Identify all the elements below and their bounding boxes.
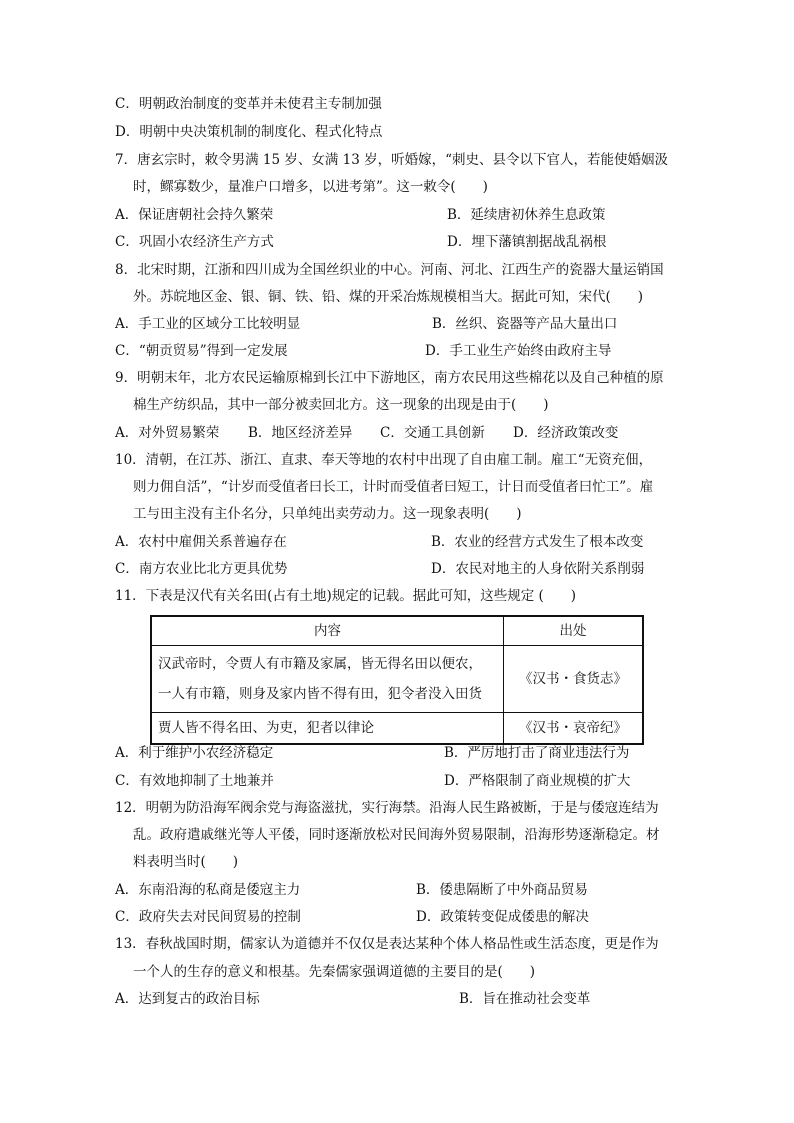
q10-option-b: B．农业的经营方式发生了根本改变 <box>431 534 644 550</box>
table-cell-source: 《汉书・哀帝纪》 <box>504 713 644 745</box>
table-row <box>151 713 643 745</box>
q12-stem-line3: 料表明当时( ) <box>133 854 239 870</box>
q7-option-d: D．埋下藩镇割据战乱祸根 <box>447 234 607 250</box>
q8-option-d: D．手工业生产始终由政府主导 <box>425 343 612 359</box>
q8-option-c: C．“朝贡贸易”得到一定发展 <box>115 343 288 359</box>
q7-stem-line2: 时，鳏寡数少，量准户口增多，以进考第”。这一敕令( ) <box>133 179 488 195</box>
q12-stem-line1: 12．明朝为防沿海军阀余党与海盗滋扰，实行海禁。沿海人民生路被断，于是与倭寇连结为 <box>115 800 659 816</box>
q11-option-a: A．利于维护小农经济稳定 <box>115 745 274 761</box>
q9-option-b: B．地区经济差异 <box>248 425 353 441</box>
q6-option-c: C．明朝政治制度的变革并未使君主专制加强 <box>115 96 382 112</box>
q8-stem-line1: 8．北宋时期，江浙和四川成为全国丝织业的中心。河南、河北、江西生产的瓷器大量运销国 <box>115 262 664 278</box>
q9-stem-line1: 9．明朝末年，北方农民运输原棉到长江中下游地区，南方农民用这些棉花以及自己种植的原 <box>115 370 664 386</box>
table-cell-content-line1: 汉武帝时，令贾人有市籍及家属，皆无得名田以便农， <box>158 656 482 672</box>
q7-stem-line1: 7．唐玄宗时，敕令男满 15 岁、女满 13 岁，听婚嫁，“刺史、县令以下官人，若能使婚姻汲 <box>115 152 669 168</box>
q10-option-d: D．农民对地主的人身依附关系削弱 <box>431 561 645 577</box>
q9-option-c: C．交通工具创新 <box>380 425 485 441</box>
table-cell-content-line2: 一人有市籍，则身及家内皆不得有田，犯令者没入田货 <box>158 686 482 702</box>
q7-option-b: B．延续唐初休养生息政策 <box>447 207 606 223</box>
q10-option-c: C．南方农业比北方更具优势 <box>115 561 288 577</box>
q10-stem-line1: 10．清朝，在江苏、浙江、直隶、奉天等地的农村中出现了自由雇工制。雇工“无资充佃， <box>115 452 653 468</box>
q9-option-a: A．对外贸易繁荣 <box>115 425 220 441</box>
q9-stem-line2: 棉生产纺织品，其中一部分被卖回北方。这一现象的出现是由于( ) <box>133 397 549 413</box>
q12-option-d: D．政策转变促成倭患的解决 <box>416 909 589 925</box>
q13-option-b: B．旨在推动社会变革 <box>459 991 591 1007</box>
q13-stem-line2: 一个人的生存的意义和根基。先秦儒家强调道德的主要目的是( ) <box>133 964 536 980</box>
q13-stem-line1: 13．春秋战国时期，儒家认为道德并不仅仅是表达某种个体人格品性或生活态度，更是作为 <box>115 936 659 952</box>
q9-option-d: D．经济政策改变 <box>513 425 619 441</box>
q12-option-c: C．政府失去对民间贸易的控制 <box>115 909 301 925</box>
table-cell-source: 《汉书・食货志》 <box>504 646 644 713</box>
q12-option-a: A．东南沿海的私商是倭寇主力 <box>115 882 301 898</box>
q10-stem-line2: 则力佣自活”，“计岁而受值者曰长工，计时而受值者曰短工，计日而受值者曰忙工”。雇 <box>133 479 654 495</box>
table-header-row <box>151 616 643 646</box>
q12-option-b: B．倭患隔断了中外商品贸易 <box>416 882 588 898</box>
q8-option-a: A．手工业的区域分工比较明显 <box>115 316 301 332</box>
q10-option-a: A．农村中雇佣关系普遍存在 <box>115 534 287 550</box>
q6-option-d: D．明朝中央决策机制的制度化、程式化特点 <box>115 124 383 140</box>
q12-stem-line2: 乱。政府遣戚继光等人平倭，同时逐渐放松对民间海外贸易限制，沿海形势逐渐稳定。材 <box>133 827 660 843</box>
q8-stem-line2: 外。苏皖地区金、银、铜、铁、铅、煤的开采冶炼规模相当大。据此可知，宋代( ) <box>133 289 644 305</box>
table-header-content: 内容 <box>151 616 504 646</box>
q11-table <box>150 615 644 745</box>
q11-option-b: B．严厉地打击了商业违法行为 <box>444 745 630 761</box>
q13-option-a: A．达到复古的政治目标 <box>115 991 260 1007</box>
q11-option-d: D．严格限制了商业规模的扩大 <box>444 773 631 789</box>
q8-option-b: B．丝织、瓷器等产品大量出口 <box>432 316 618 332</box>
q10-stem-line3: 工与田主没有主仆名分，只单纯出卖劳动力。这一现象表明( ) <box>133 506 522 522</box>
q7-option-c: C．巩固小农经济生产方式 <box>115 234 274 250</box>
q11-option-c: C．有效地抑制了土地兼并 <box>115 773 274 789</box>
table-cell-content: 贾人皆不得名田、为吏，犯者以律论 <box>151 713 504 745</box>
table-header-source: 出处 <box>504 616 644 646</box>
q7-option-a: A．保证唐朝社会持久繁荣 <box>115 207 274 223</box>
q11-stem-line1: 11．下表是汉代有关名田(占有土地)规定的记载。据此可知，这些规定 ( ) <box>115 588 577 604</box>
table-row <box>151 646 643 713</box>
table-cell-content <box>151 646 504 713</box>
